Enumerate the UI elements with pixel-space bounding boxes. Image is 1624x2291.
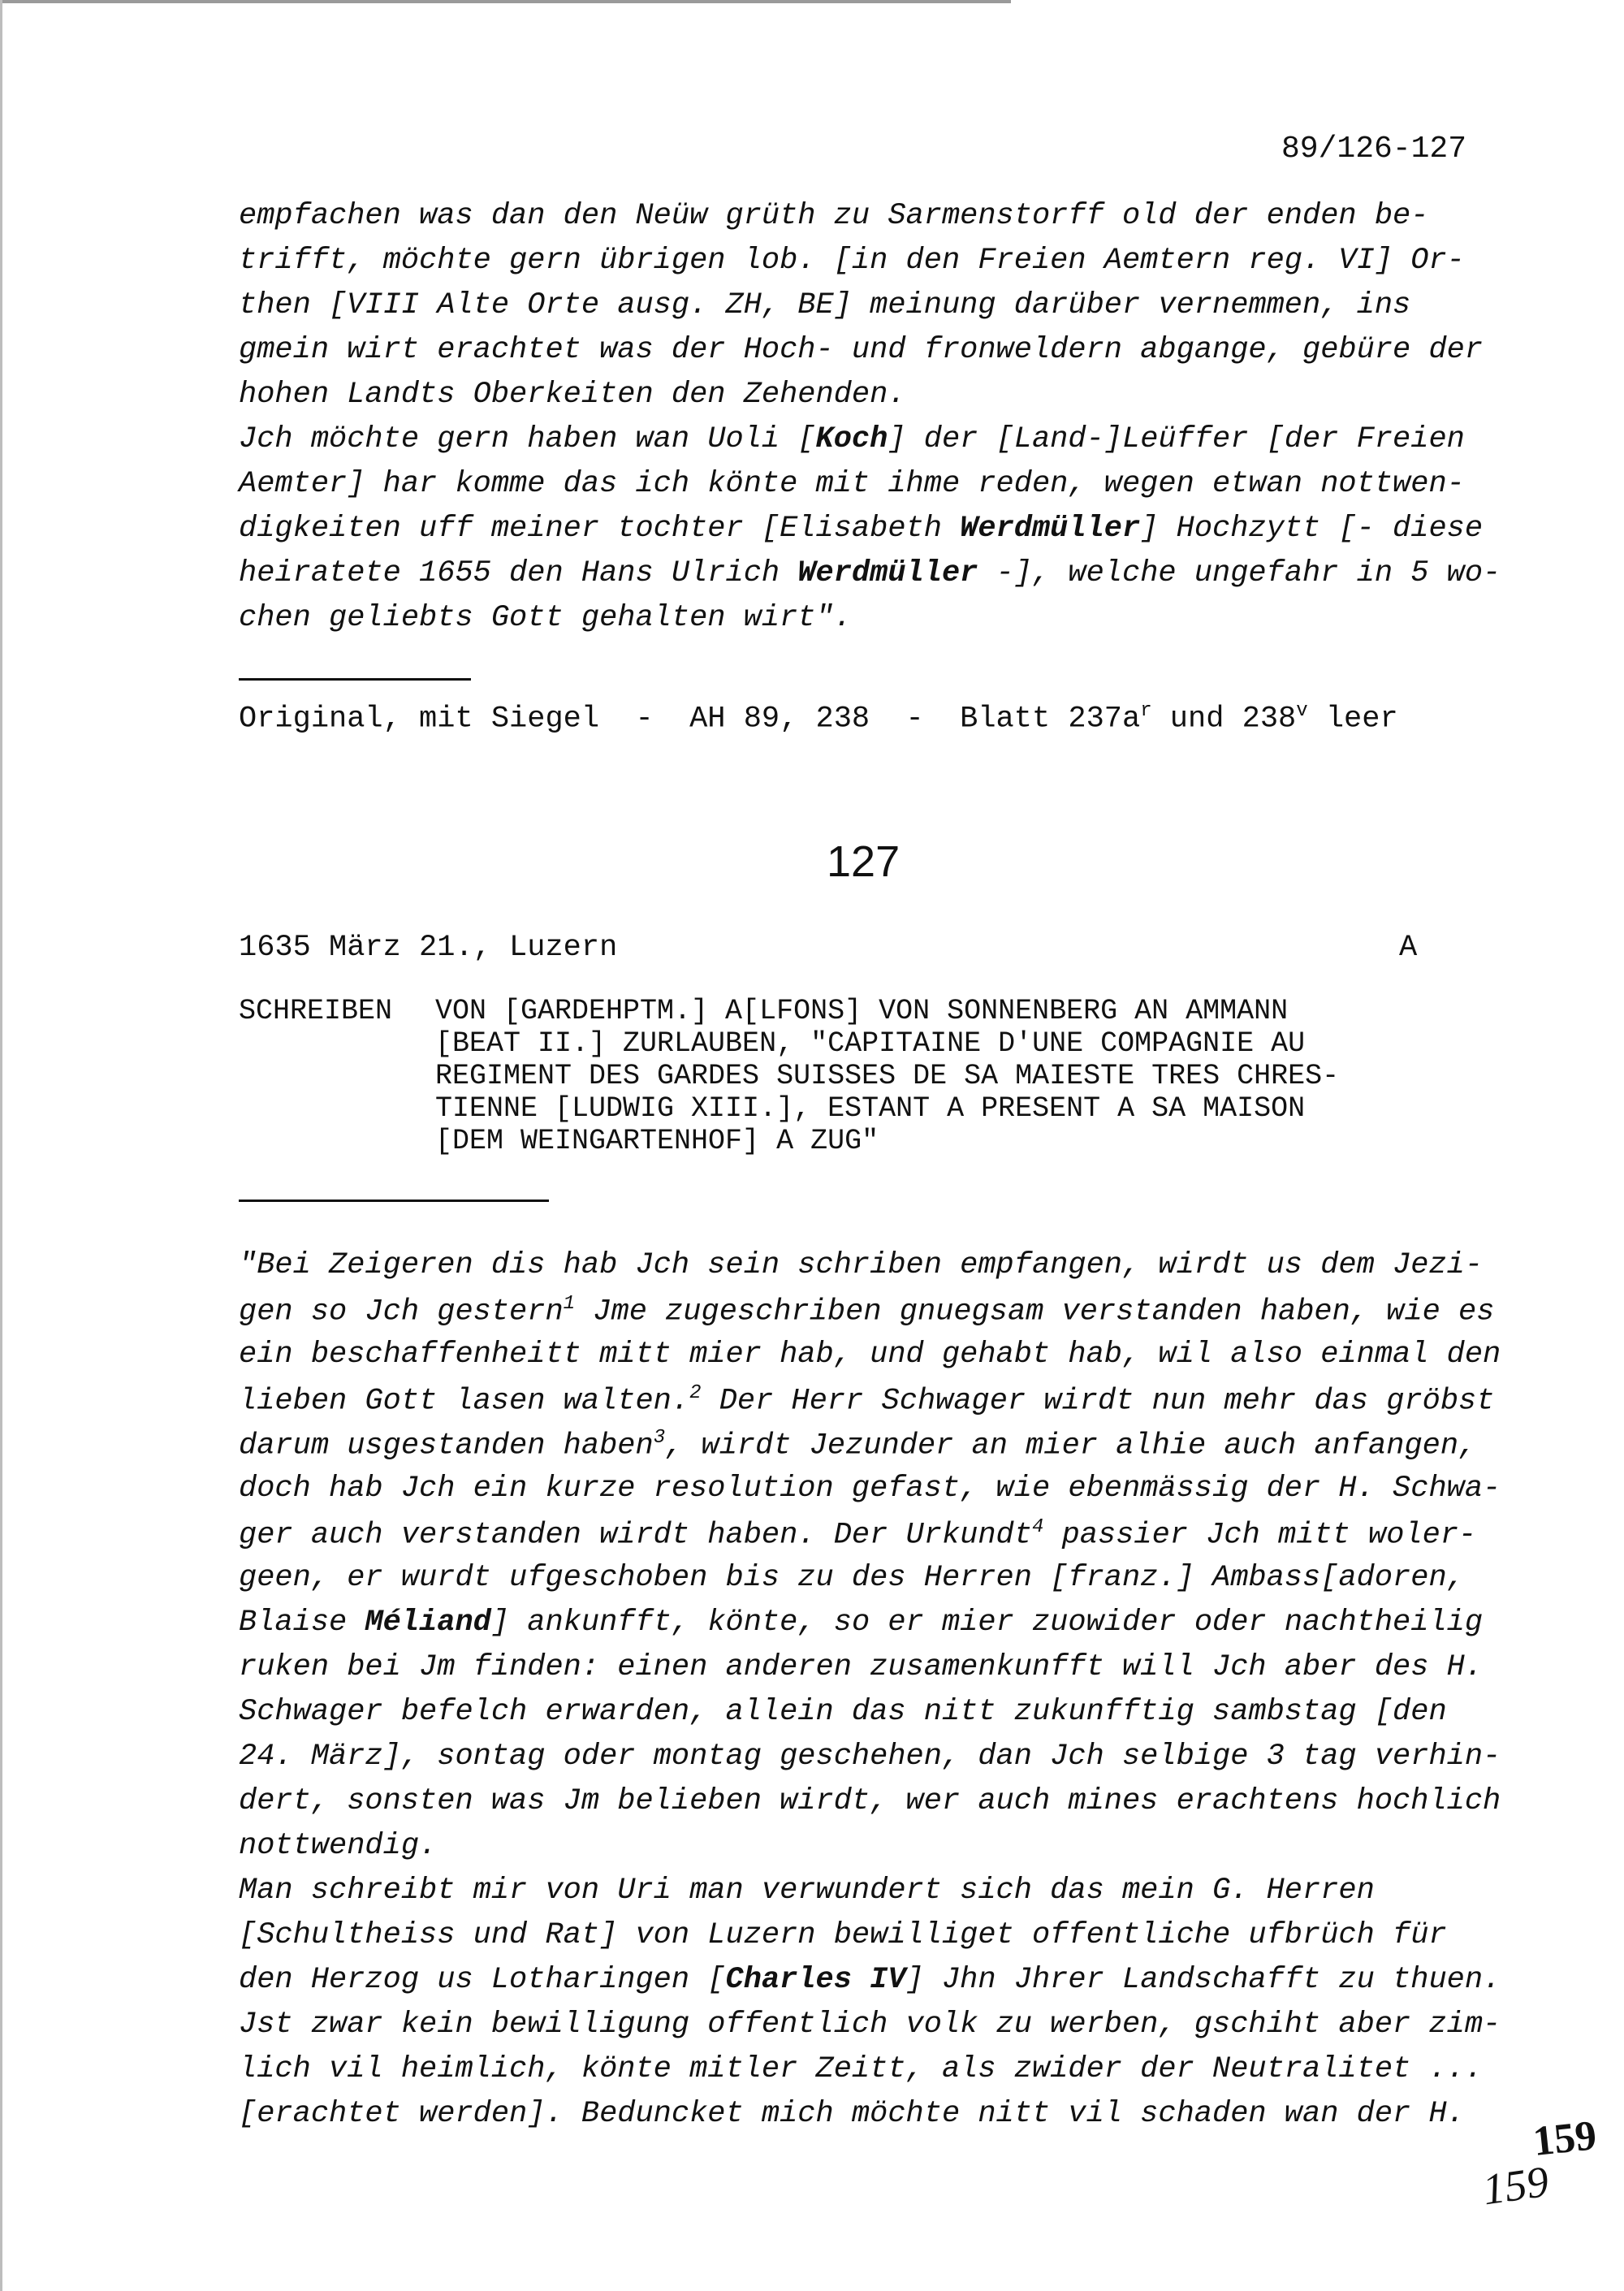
text-line: Blaise Méliand] ankunfft, könte, so er mier zuowider oder nachtheilig bbox=[239, 1606, 1484, 1640]
stamped-page-number: 159 bbox=[1531, 2112, 1599, 2165]
text-line: Jch möchte gern haben wan Uoli [Koch] der [Land-]Leüffer [der Freien bbox=[239, 422, 1465, 456]
text-line: "Bei Zeigeren dis hab Jch sein schriben empfangen, wirdt us dem Jezi- bbox=[239, 1248, 1484, 1282]
source-note: Original, mit Siegel - AH 89, 238 - Blatt $237a^r$ und 238$^v$ leer bbox=[239, 700, 1398, 737]
handwritten-page-number: 159 bbox=[1479, 2156, 1552, 2215]
footnote-ref: 2 bbox=[689, 1382, 702, 1404]
text-line: Schwager befelch erwarden, allein das nitt zukunfftig sambstag [den bbox=[239, 1695, 1447, 1729]
text-line: doch hab Jch ein kurze resolution gefast, wie ebenmässig der H. Schwa- bbox=[239, 1472, 1501, 1506]
text-line: Jst zwar kein bewilligung offentlich volk zu werben, gschiht aber zim- bbox=[239, 2008, 1501, 2042]
scan-edge-left bbox=[0, 0, 2, 2291]
text-line: chen geliebts Gott gehalten wirt". bbox=[239, 601, 852, 635]
text-line: geen, er wurdt ufgeschoben bis zu des Herren [franz.] Ambass[adoren, bbox=[239, 1561, 1465, 1595]
heading-line: VON [GARDEHPTM.] A[LFONS] VON SONNENBERG AN AMMANN bbox=[435, 995, 1289, 1027]
text-line: dert, sonsten was Jm belieben wirdt, wer auch mines erachtens hochlich bbox=[239, 1784, 1501, 1818]
heading-line: REGIMENT DES GARDES SUISSES DE SA MAIESTE TRES CHRES- bbox=[435, 1060, 1340, 1092]
footnote-ref: 1 bbox=[563, 1293, 576, 1315]
text-line: trifft, möchte gern übrigen lob. [in den Freien Aemtern reg. VI] Or- bbox=[239, 244, 1465, 278]
letter-tag: A bbox=[1399, 931, 1418, 965]
footnote-rule bbox=[239, 678, 471, 681]
text-line: heiratete 1655 den Hans Ulrich Werdmüller -], welche ungefahr in 5 wo- bbox=[239, 556, 1501, 590]
text-line: hohen Landts Oberkeiten den Zehenden. bbox=[239, 378, 906, 412]
text-line: darum usgestanden haben$^3$, wirdt Jezunder an mier alhie auch anfangen, bbox=[239, 1427, 1477, 1463]
text-line: Aemter] har komme das ich könte mit ihme reden, wegen etwan nottwen- bbox=[239, 467, 1465, 501]
text-line: then [VIII Alte Orte ausg. ZH, BE] meinung darüber vernemmen, ins bbox=[239, 288, 1411, 322]
text-line: gmein wirt erachtet was der Hoch- und fronweldern abgange, gebüre der bbox=[239, 333, 1484, 367]
text-line: den Herzog us Lotharingen [Charles IV] Jhn Jhrer Landschafft zu thuen. bbox=[239, 1963, 1501, 1997]
person-name: Méliand bbox=[365, 1606, 491, 1640]
text-line: empfachen was dan den Neüw grüth zu Sarmenstorff old der enden be- bbox=[239, 199, 1429, 233]
text-line: [Schultheiss und Rat] von Luzern bewilliget offentliche ufbrüch für bbox=[239, 1918, 1447, 1952]
text-line: lich vil heimlich, könte mitler Zeitt, als zwider der Neutralitet ... bbox=[239, 2052, 1484, 2086]
scan-edge-top bbox=[0, 0, 1011, 3]
text-line: ger auch verstanden wirdt haben. Der Urkundt$^4$ passier Jch mitt woler- bbox=[239, 1516, 1477, 1553]
person-name: Werdmüller bbox=[797, 556, 978, 590]
person-name: Koch bbox=[815, 422, 888, 456]
person-name: Charles IV bbox=[725, 1963, 906, 1997]
text-line: lieben Gott lasen walten.$^2$ Der Herr Schwager wirdt nun mehr das gröbst bbox=[239, 1382, 1495, 1419]
footnote-ref: 4 bbox=[1031, 1516, 1044, 1538]
heading-label: SCHREIBEN bbox=[239, 995, 393, 1027]
footnote-ref: 3 bbox=[653, 1427, 666, 1449]
text-line: digkeiten uff meiner tochter [Elisabeth Werdmüller] Hochzytt [- diese bbox=[239, 512, 1484, 546]
person-name: Werdmüller bbox=[960, 512, 1141, 546]
text-line: 24. März], sontag oder montag geschehen, dan Jch selbige 3 tag verhin- bbox=[239, 1740, 1501, 1774]
heading-line: [BEAT II.] ZURLAUBEN, "CAPITAINE D'UNE COMPAGNIE AU bbox=[435, 1027, 1306, 1060]
text-line: gen so Jch gestern$^1$ Jme zugeschriben gnuegsam verstanden haben, wie es bbox=[239, 1293, 1495, 1329]
text-line: ein beschaffenheitt mitt mier hab, und gehabt hab, wil also einmal den bbox=[239, 1338, 1501, 1372]
date-place: 1635 März 21., Luzern bbox=[239, 931, 618, 965]
document-number: 127 bbox=[827, 837, 901, 886]
page-reference: 89/126-127 bbox=[1281, 132, 1467, 166]
heading-rule bbox=[239, 1200, 549, 1202]
text-line: nottwendig. bbox=[239, 1829, 438, 1863]
text-line: ruken bei Jm finden: einen anderen zusamenkunfft will Jch aber des H. bbox=[239, 1650, 1484, 1684]
text-line: [erachtet werden]. Beduncket mich möchte nitt vil schaden wan der H. bbox=[239, 2097, 1465, 2131]
text-line: Man schreibt mir von Uri man verwundert sich das mein G. Herren bbox=[239, 1874, 1375, 1908]
heading-line: TIENNE [LUDWIG XIII.], ESTANT A PRESENT A SA MAISON bbox=[435, 1092, 1306, 1125]
heading-line: [DEM WEINGARTENHOF] A ZUG" bbox=[435, 1125, 879, 1157]
